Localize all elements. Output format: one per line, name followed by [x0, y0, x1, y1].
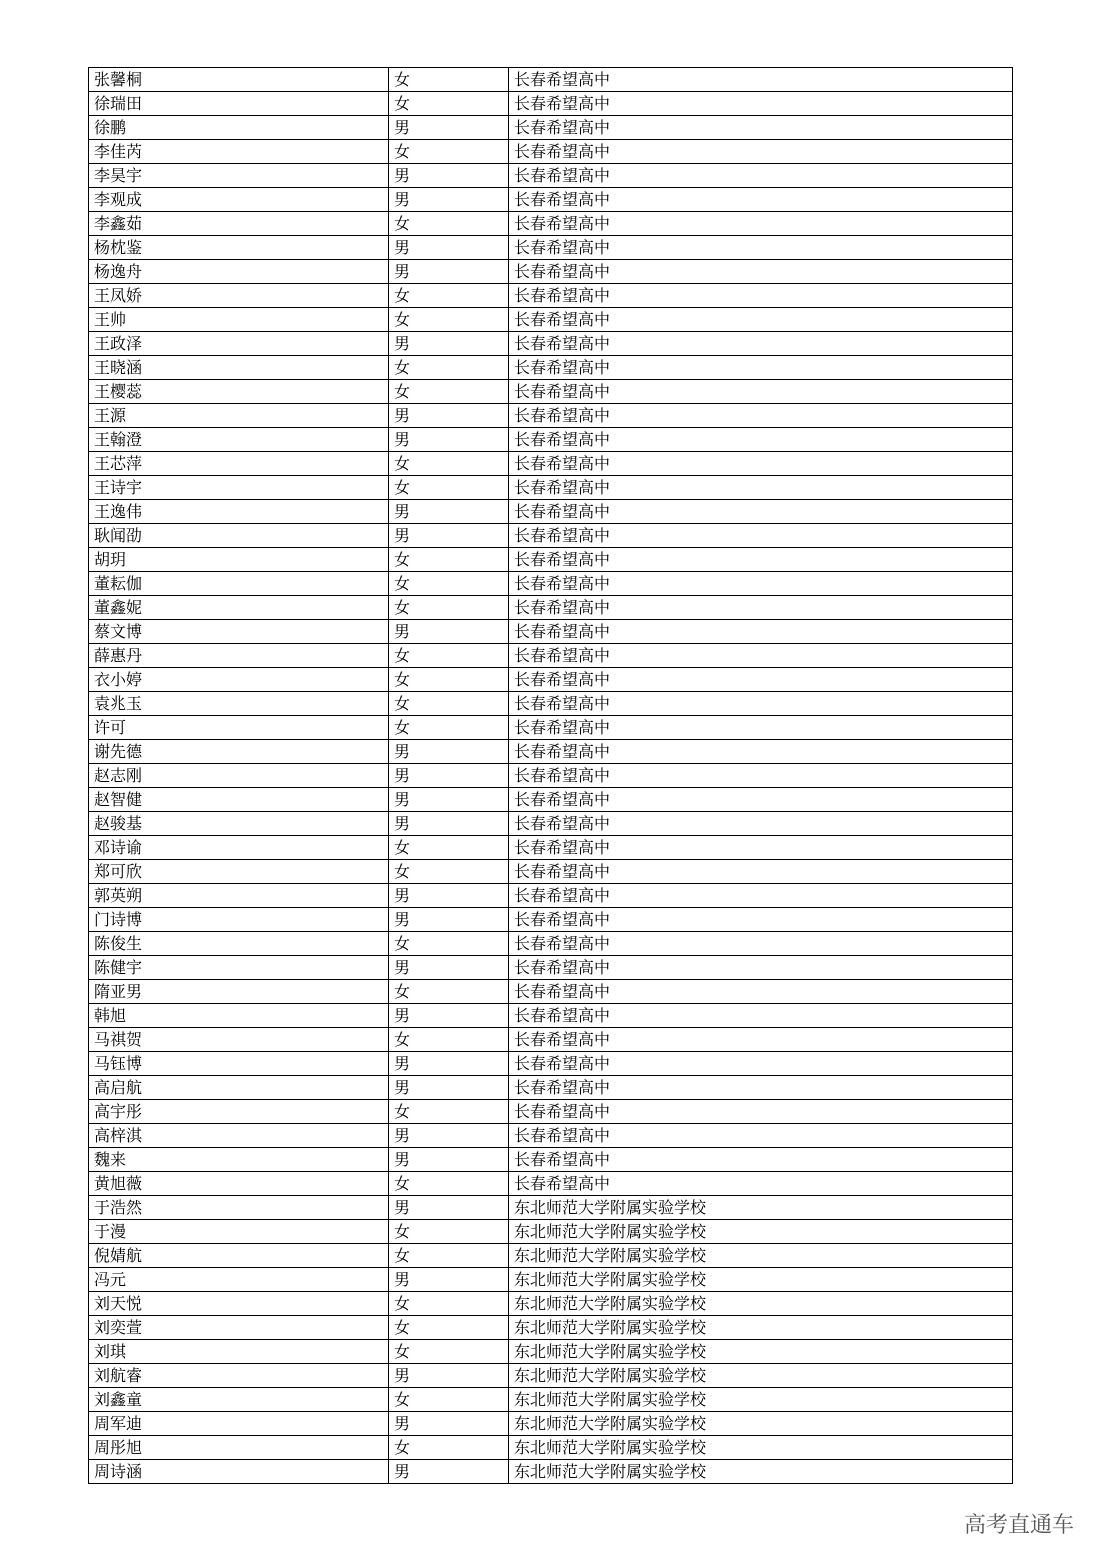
name-cell: 李昊宇: [89, 164, 389, 188]
name-cell: 刘琪: [89, 1340, 389, 1364]
table-row: [89, 188, 1013, 212]
table-row: [89, 164, 1013, 188]
name-cell: 马祺贺: [89, 1028, 389, 1052]
gender-cell: 女: [389, 1220, 509, 1244]
table-row: [89, 1436, 1013, 1460]
name-cell: 郑可欣: [89, 860, 389, 884]
table-row: [89, 1364, 1013, 1388]
name-cell: 王源: [89, 404, 389, 428]
name-cell: 王凤娇: [89, 284, 389, 308]
gender-cell: 男: [389, 1412, 509, 1436]
gender-cell: 男: [389, 1364, 509, 1388]
school-cell: 长春希望高中: [509, 164, 1013, 188]
gender-cell: 女: [389, 1292, 509, 1316]
name-cell: 魏来: [89, 1148, 389, 1172]
table-row: [89, 1124, 1013, 1148]
table-row: [89, 1316, 1013, 1340]
table-row: [89, 308, 1013, 332]
name-cell: 胡玥: [89, 548, 389, 572]
school-cell: 长春希望高中: [509, 596, 1013, 620]
table-row: [89, 476, 1013, 500]
name-cell: 倪婧航: [89, 1244, 389, 1268]
name-cell: 郭英朔: [89, 884, 389, 908]
name-cell: 徐鹏: [89, 116, 389, 140]
school-cell: 长春希望高中: [509, 668, 1013, 692]
name-cell: 王诗宇: [89, 476, 389, 500]
name-cell: 陈俊生: [89, 932, 389, 956]
gender-cell: 女: [389, 644, 509, 668]
roster-body: [89, 68, 1013, 1484]
name-cell: 薛惠丹: [89, 644, 389, 668]
school-cell: 长春希望高中: [509, 932, 1013, 956]
gender-cell: 女: [389, 68, 509, 92]
table-row: [89, 1196, 1013, 1220]
gender-cell: 男: [389, 404, 509, 428]
gender-cell: 男: [389, 908, 509, 932]
gender-cell: 男: [389, 500, 509, 524]
table-row: [89, 380, 1013, 404]
school-cell: 长春希望高中: [509, 428, 1013, 452]
gender-cell: 男: [389, 188, 509, 212]
gender-cell: 女: [389, 716, 509, 740]
school-cell: 长春希望高中: [509, 692, 1013, 716]
name-cell: 于浩然: [89, 1196, 389, 1220]
school-cell: 长春希望高中: [509, 716, 1013, 740]
table-row: [89, 980, 1013, 1004]
table-row: [89, 1148, 1013, 1172]
name-cell: 袁兆玉: [89, 692, 389, 716]
school-cell: 长春希望高中: [509, 68, 1013, 92]
school-cell: 长春希望高中: [509, 380, 1013, 404]
name-cell: 李佳芮: [89, 140, 389, 164]
gender-cell: 女: [389, 596, 509, 620]
school-cell: 东北师范大学附属实验学校: [509, 1220, 1013, 1244]
gender-cell: 男: [389, 740, 509, 764]
name-cell: 杨逸舟: [89, 260, 389, 284]
gender-cell: 女: [389, 1100, 509, 1124]
table-row: [89, 428, 1013, 452]
school-cell: 东北师范大学附属实验学校: [509, 1412, 1013, 1436]
school-cell: 长春希望高中: [509, 284, 1013, 308]
table-row: [89, 860, 1013, 884]
school-cell: 长春希望高中: [509, 884, 1013, 908]
name-cell: 徐瑞田: [89, 92, 389, 116]
name-cell: 冯元: [89, 1268, 389, 1292]
school-cell: 长春希望高中: [509, 356, 1013, 380]
table-row: [89, 788, 1013, 812]
name-cell: 谢先德: [89, 740, 389, 764]
name-cell: 蔡文博: [89, 620, 389, 644]
gender-cell: 女: [389, 1316, 509, 1340]
school-cell: 长春希望高中: [509, 116, 1013, 140]
name-cell: 高梓淇: [89, 1124, 389, 1148]
table-row: [89, 140, 1013, 164]
name-cell: 刘航睿: [89, 1364, 389, 1388]
table-row: [89, 1076, 1013, 1100]
table-row: [89, 572, 1013, 596]
table-row: [89, 452, 1013, 476]
name-cell: 王帅: [89, 308, 389, 332]
gender-cell: 男: [389, 1148, 509, 1172]
table-row: [89, 212, 1013, 236]
school-cell: 长春希望高中: [509, 524, 1013, 548]
table-row: [89, 812, 1013, 836]
gender-cell: 女: [389, 932, 509, 956]
name-cell: 王翰澄: [89, 428, 389, 452]
table-row: [89, 116, 1013, 140]
name-cell: 刘天悦: [89, 1292, 389, 1316]
gender-cell: 男: [389, 812, 509, 836]
name-cell: 董耘伽: [89, 572, 389, 596]
name-cell: 邓诗谕: [89, 836, 389, 860]
gender-cell: 男: [389, 1196, 509, 1220]
school-cell: 东北师范大学附属实验学校: [509, 1460, 1013, 1484]
table-row: [89, 236, 1013, 260]
school-cell: 长春希望高中: [509, 548, 1013, 572]
school-cell: 长春希望高中: [509, 476, 1013, 500]
table-row: [89, 764, 1013, 788]
gender-cell: 男: [389, 1268, 509, 1292]
school-cell: 长春希望高中: [509, 212, 1013, 236]
gender-cell: 女: [389, 92, 509, 116]
gender-cell: 女: [389, 476, 509, 500]
table-row: [89, 836, 1013, 860]
table-row: [89, 716, 1013, 740]
name-cell: 高启航: [89, 1076, 389, 1100]
table-row: [89, 884, 1013, 908]
name-cell: 刘奕萱: [89, 1316, 389, 1340]
school-cell: 东北师范大学附属实验学校: [509, 1364, 1013, 1388]
gender-cell: 男: [389, 236, 509, 260]
gender-cell: 男: [389, 884, 509, 908]
school-cell: 长春希望高中: [509, 1124, 1013, 1148]
school-cell: 长春希望高中: [509, 788, 1013, 812]
name-cell: 赵骏基: [89, 812, 389, 836]
school-cell: 东北师范大学附属实验学校: [509, 1436, 1013, 1460]
school-cell: 长春希望高中: [509, 236, 1013, 260]
name-cell: 赵智健: [89, 788, 389, 812]
school-cell: 东北师范大学附属实验学校: [509, 1196, 1013, 1220]
table-row: [89, 68, 1013, 92]
table-row: [89, 596, 1013, 620]
table-row: [89, 1028, 1013, 1052]
name-cell: 黄旭薇: [89, 1172, 389, 1196]
table-row: [89, 260, 1013, 284]
name-cell: 于漫: [89, 1220, 389, 1244]
school-cell: 长春希望高中: [509, 452, 1013, 476]
table-row: [89, 548, 1013, 572]
name-cell: 王芯萍: [89, 452, 389, 476]
gender-cell: 女: [389, 692, 509, 716]
school-cell: 长春希望高中: [509, 1076, 1013, 1100]
gender-cell: 女: [389, 668, 509, 692]
school-cell: 长春希望高中: [509, 644, 1013, 668]
school-cell: 东北师范大学附属实验学校: [509, 1292, 1013, 1316]
name-cell: 刘鑫童: [89, 1388, 389, 1412]
gender-cell: 女: [389, 548, 509, 572]
gender-cell: 女: [389, 572, 509, 596]
gender-cell: 女: [389, 308, 509, 332]
gender-cell: 男: [389, 164, 509, 188]
gender-cell: 男: [389, 260, 509, 284]
gender-cell: 女: [389, 1340, 509, 1364]
gender-cell: 女: [389, 1028, 509, 1052]
gender-cell: 男: [389, 428, 509, 452]
name-cell: 马钰博: [89, 1052, 389, 1076]
school-cell: 长春希望高中: [509, 1052, 1013, 1076]
school-cell: 长春希望高中: [509, 812, 1013, 836]
gender-cell: 男: [389, 788, 509, 812]
gender-cell: 男: [389, 116, 509, 140]
school-cell: 东北师范大学附属实验学校: [509, 1340, 1013, 1364]
gender-cell: 女: [389, 356, 509, 380]
gender-cell: 女: [389, 1436, 509, 1460]
table-row: [89, 1004, 1013, 1028]
school-cell: 长春希望高中: [509, 260, 1013, 284]
table-row: [89, 500, 1013, 524]
table-row: [89, 1268, 1013, 1292]
gender-cell: 女: [389, 212, 509, 236]
table-row: [89, 644, 1013, 668]
table-row: [89, 404, 1013, 428]
name-cell: 陈健宇: [89, 956, 389, 980]
name-cell: 李鑫茹: [89, 212, 389, 236]
school-cell: 长春希望高中: [509, 956, 1013, 980]
gender-cell: 女: [389, 980, 509, 1004]
name-cell: 王樱蕊: [89, 380, 389, 404]
gender-cell: 女: [389, 1244, 509, 1268]
school-cell: 长春希望高中: [509, 332, 1013, 356]
gender-cell: 女: [389, 284, 509, 308]
table-row: [89, 524, 1013, 548]
table-row: [89, 1052, 1013, 1076]
name-cell: 杨枕鉴: [89, 236, 389, 260]
school-cell: 长春希望高中: [509, 1172, 1013, 1196]
table-row: [89, 1100, 1013, 1124]
gender-cell: 女: [389, 860, 509, 884]
table-row: [89, 1244, 1013, 1268]
gender-cell: 女: [389, 1388, 509, 1412]
school-cell: 长春希望高中: [509, 308, 1013, 332]
gender-cell: 男: [389, 1076, 509, 1100]
table-row: [89, 332, 1013, 356]
name-cell: 王政泽: [89, 332, 389, 356]
name-cell: 王晓涵: [89, 356, 389, 380]
table-row: [89, 908, 1013, 932]
name-cell: 耿闻劭: [89, 524, 389, 548]
table-row: [89, 740, 1013, 764]
table-row: [89, 620, 1013, 644]
table-row: [89, 1172, 1013, 1196]
gender-cell: 男: [389, 1004, 509, 1028]
gender-cell: 男: [389, 1052, 509, 1076]
name-cell: 周彤旭: [89, 1436, 389, 1460]
school-cell: 长春希望高中: [509, 764, 1013, 788]
table-row: [89, 1388, 1013, 1412]
gender-cell: 女: [389, 1172, 509, 1196]
name-cell: 董鑫妮: [89, 596, 389, 620]
watermark-label: 高考直通车: [963, 1513, 1074, 1538]
school-cell: 长春希望高中: [509, 140, 1013, 164]
table-row: [89, 1340, 1013, 1364]
table-row: [89, 356, 1013, 380]
school-cell: 东北师范大学附属实验学校: [509, 1244, 1013, 1268]
name-cell: 韩旭: [89, 1004, 389, 1028]
gender-cell: 男: [389, 956, 509, 980]
table-row: [89, 956, 1013, 980]
gender-cell: 男: [389, 1460, 509, 1484]
school-cell: 东北师范大学附属实验学校: [509, 1388, 1013, 1412]
gender-cell: 女: [389, 452, 509, 476]
name-cell: 李观成: [89, 188, 389, 212]
table-row: [89, 1220, 1013, 1244]
name-cell: 高宇彤: [89, 1100, 389, 1124]
roster-table: [88, 67, 1013, 1484]
name-cell: 周诗涵: [89, 1460, 389, 1484]
school-cell: 长春希望高中: [509, 1148, 1013, 1172]
school-cell: 长春希望高中: [509, 980, 1013, 1004]
school-cell: 长春希望高中: [509, 908, 1013, 932]
school-cell: 长春希望高中: [509, 188, 1013, 212]
name-cell: 隋亚男: [89, 980, 389, 1004]
school-cell: 东北师范大学附属实验学校: [509, 1268, 1013, 1292]
table-row: [89, 692, 1013, 716]
school-cell: 东北师范大学附属实验学校: [509, 1316, 1013, 1340]
gender-cell: 男: [389, 620, 509, 644]
gender-cell: 男: [389, 332, 509, 356]
table-row: [89, 1460, 1013, 1484]
table-row: [89, 1412, 1013, 1436]
gender-cell: 男: [389, 1124, 509, 1148]
name-cell: 王逸伟: [89, 500, 389, 524]
school-cell: 长春希望高中: [509, 1004, 1013, 1028]
gender-cell: 女: [389, 140, 509, 164]
table-row: [89, 932, 1013, 956]
name-cell: 张馨桐: [89, 68, 389, 92]
school-cell: 长春希望高中: [509, 572, 1013, 596]
school-cell: 长春希望高中: [509, 1028, 1013, 1052]
school-cell: 长春希望高中: [509, 500, 1013, 524]
school-cell: 长春希望高中: [509, 740, 1013, 764]
gender-cell: 男: [389, 764, 509, 788]
name-cell: 许可: [89, 716, 389, 740]
name-cell: 门诗博: [89, 908, 389, 932]
table-row: [89, 284, 1013, 308]
name-cell: 衣小婷: [89, 668, 389, 692]
gender-cell: 女: [389, 836, 509, 860]
school-cell: 长春希望高中: [509, 1100, 1013, 1124]
table-row: [89, 668, 1013, 692]
table-row: [89, 1292, 1013, 1316]
school-cell: 长春希望高中: [509, 860, 1013, 884]
name-cell: 赵志刚: [89, 764, 389, 788]
gender-cell: 男: [389, 524, 509, 548]
school-cell: 长春希望高中: [509, 404, 1013, 428]
school-cell: 长春希望高中: [509, 836, 1013, 860]
table-row: [89, 92, 1013, 116]
school-cell: 长春希望高中: [509, 92, 1013, 116]
name-cell: 周军迪: [89, 1412, 389, 1436]
gender-cell: 女: [389, 380, 509, 404]
school-cell: 长春希望高中: [509, 620, 1013, 644]
